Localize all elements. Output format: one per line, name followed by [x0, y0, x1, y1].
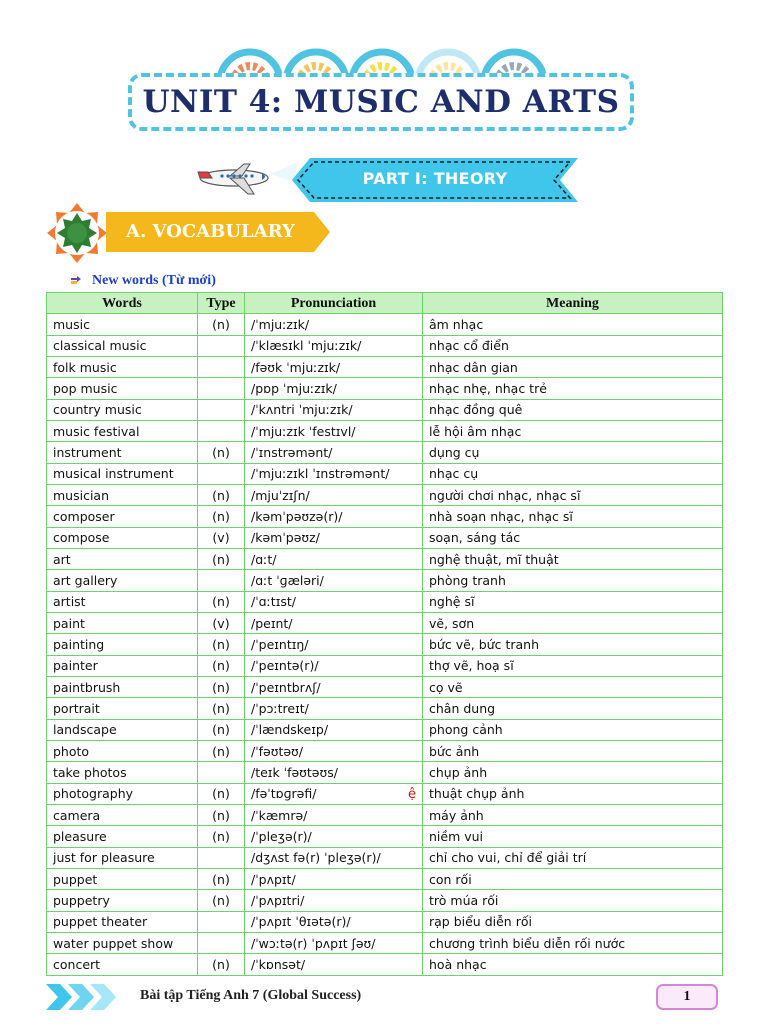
pronunciation-cell: /pɒp ˈmjuːzɪk/ — [245, 378, 423, 399]
word-cell: musical instrument — [47, 463, 198, 484]
meaning-cell: soạn, sáng tác — [423, 527, 723, 548]
word-cell: puppetry — [47, 890, 198, 911]
word-cell: art — [47, 548, 198, 569]
meaning-cell: máy ảnh — [423, 804, 723, 825]
table-row — [47, 932, 723, 953]
word-cell: landscape — [47, 719, 198, 740]
meaning-cell: nhạc cụ — [423, 463, 723, 484]
word-cell: folk music — [47, 356, 198, 377]
type-cell: (n) — [198, 868, 245, 889]
type-cell — [198, 762, 245, 783]
meaning-cell: con rối — [423, 868, 723, 889]
word-cell: just for pleasure — [47, 847, 198, 868]
meaning-cell: hoà nhạc — [423, 954, 723, 975]
meaning-cell: dụng cụ — [423, 442, 723, 463]
type-cell — [198, 378, 245, 399]
meaning-cell: nhạc nhẹ, nhạc trẻ — [423, 378, 723, 399]
type-cell — [198, 420, 245, 441]
pronunciation-cell: /ˈpʌpɪtri/ — [245, 890, 423, 911]
word-cell: compose — [47, 527, 198, 548]
table-row — [47, 484, 723, 505]
meaning-cell: chụp ảnh — [423, 762, 723, 783]
table-row — [47, 655, 723, 676]
table-row — [47, 548, 723, 569]
type-cell: (n) — [198, 676, 245, 697]
table-row — [47, 314, 723, 335]
meaning-cell: âm nhạc — [423, 314, 723, 335]
word-cell: art gallery — [47, 570, 198, 591]
pronunciation-cell: /ˈpɔːtreɪt/ — [245, 698, 423, 719]
type-cell — [198, 335, 245, 356]
column-header: Meaning — [423, 293, 723, 314]
type-cell — [198, 570, 245, 591]
page-title: UNIT 4: MUSIC AND ARTS — [142, 84, 620, 120]
word-cell: photo — [47, 740, 198, 761]
table-row — [47, 442, 723, 463]
meaning-cell: phòng tranh — [423, 570, 723, 591]
table-row — [47, 378, 723, 399]
table-row — [47, 698, 723, 719]
table-header-row — [47, 293, 723, 314]
table-row — [47, 719, 723, 740]
type-cell — [198, 399, 245, 420]
table-row — [47, 783, 723, 804]
new-words-label: New words (Từ mới) — [92, 273, 216, 288]
pronunciation-cell: /ˈmjuːzɪk ˈfestɪvl/ — [245, 420, 423, 441]
type-cell — [198, 463, 245, 484]
meaning-cell: trò múa rối — [423, 890, 723, 911]
type-cell: (n) — [198, 634, 245, 655]
meaning-cell: rạp biểu diễn rối — [423, 911, 723, 932]
type-cell: (n) — [198, 314, 245, 335]
type-cell: (n) — [198, 783, 245, 804]
table-row — [47, 890, 723, 911]
word-cell: concert — [47, 954, 198, 975]
type-cell: (n) — [198, 740, 245, 761]
page-number: 1 — [656, 984, 718, 1010]
pronunciation-cell: /ˈfəʊtəʊ/ — [245, 740, 423, 761]
new-words-heading — [70, 272, 216, 290]
type-cell: (v) — [198, 527, 245, 548]
word-cell: take photos — [47, 762, 198, 783]
pronunciation-cell: /ˈpeɪntbrʌʃ/ — [245, 676, 423, 697]
word-cell: pop music — [47, 378, 198, 399]
pronunciation-cell: /mjuˈzɪʃn/ — [245, 484, 423, 505]
meaning-cell: nhạc đồng quê — [423, 399, 723, 420]
pronunciation-cell: /kəmˈpəʊzə(r)/ — [245, 506, 423, 527]
chevron-arrows-icon — [46, 982, 126, 1012]
stray-mark: ệ — [408, 787, 416, 802]
meaning-cell: niềm vui — [423, 826, 723, 847]
word-cell: puppet — [47, 868, 198, 889]
type-cell: (n) — [198, 826, 245, 847]
type-cell: (v) — [198, 612, 245, 633]
word-cell: music — [47, 314, 198, 335]
type-cell: (n) — [198, 548, 245, 569]
pronunciation-cell: /ˈɪnstrəmənt/ — [245, 442, 423, 463]
word-cell: instrument — [47, 442, 198, 463]
pronunciation-cell: /peɪnt/ — [245, 612, 423, 633]
type-cell: (n) — [198, 698, 245, 719]
word-cell: camera — [47, 804, 198, 825]
pronunciation-cell: /ɑːt ˈɡæləri/ — [245, 570, 423, 591]
table-row — [47, 847, 723, 868]
type-cell: (n) — [198, 954, 245, 975]
meaning-cell: nghệ thuật, mĩ thuật — [423, 548, 723, 569]
pronunciation-cell: /ˈpleʒə(r)/ — [245, 826, 423, 847]
table-row — [47, 954, 723, 975]
pronunciation-cell: /teɪk ˈfəʊtəʊs/ — [245, 762, 423, 783]
table-row — [47, 591, 723, 612]
pronunciation-cell: /ˈkɒnsət/ — [245, 954, 423, 975]
meaning-cell: phong cảnh — [423, 719, 723, 740]
pointer-hand-icon — [70, 273, 82, 285]
table-row — [47, 804, 723, 825]
table-row — [47, 676, 723, 697]
word-cell: music festival — [47, 420, 198, 441]
word-cell: composer — [47, 506, 198, 527]
table-row — [47, 868, 723, 889]
word-cell: painting — [47, 634, 198, 655]
word-cell: paint — [47, 612, 198, 633]
type-cell: (n) — [198, 890, 245, 911]
word-cell: classical music — [47, 335, 198, 356]
table-body — [47, 314, 723, 975]
table-row — [47, 570, 723, 591]
type-cell: (n) — [198, 442, 245, 463]
meaning-cell: chỉ cho vui, chỉ để giải trí — [423, 847, 723, 868]
column-header: Words — [47, 293, 198, 314]
meaning-cell: người chơi nhạc, nhạc sĩ — [423, 484, 723, 505]
type-cell — [198, 847, 245, 868]
table-row — [47, 911, 723, 932]
word-cell: paintbrush — [47, 676, 198, 697]
pronunciation-cell: /ˈpeɪntə(r)/ — [245, 655, 423, 676]
table-row — [47, 335, 723, 356]
type-cell: (n) — [198, 719, 245, 740]
pronunciation-cell: /ˈkʌntri ˈmjuːzɪk/ — [245, 399, 423, 420]
meaning-cell: nghệ sĩ — [423, 591, 723, 612]
word-cell: puppet theater — [47, 911, 198, 932]
meaning-cell: nhạc dân gian — [423, 356, 723, 377]
star-emblem-icon — [46, 202, 108, 264]
meaning-cell: lễ hội âm nhạc — [423, 420, 723, 441]
meaning-cell: cọ vẽ — [423, 676, 723, 697]
type-cell: (n) — [198, 506, 245, 527]
pronunciation-cell: /ˈlændskeɪp/ — [245, 719, 423, 740]
table-row — [47, 506, 723, 527]
table-row — [47, 527, 723, 548]
column-header: Type — [198, 293, 245, 314]
word-cell: country music — [47, 399, 198, 420]
section-heading: A. VOCABULARY — [126, 221, 295, 242]
meaning-cell: vẽ, sơn — [423, 612, 723, 633]
type-cell — [198, 356, 245, 377]
table-row — [47, 826, 723, 847]
word-cell: musician — [47, 484, 198, 505]
table-row — [47, 463, 723, 484]
type-cell — [198, 932, 245, 953]
meaning-cell: thợ vẽ, hoạ sĩ — [423, 655, 723, 676]
pronunciation-cell: /ˈmjuːzɪkl ˈɪnstrəmənt/ — [245, 463, 423, 484]
pronunciation-cell: /ˈɑːtɪst/ — [245, 591, 423, 612]
meaning-cell: thuật chụp ảnh — [423, 783, 723, 804]
table-row — [47, 420, 723, 441]
type-cell: (n) — [198, 804, 245, 825]
pronunciation-cell: /ˈpʌpɪt ˈθɪətə(r)/ — [245, 911, 423, 932]
table-row — [47, 399, 723, 420]
pronunciation-cell: /ˈpeɪntɪŋ/ — [245, 634, 423, 655]
pronunciation-cell: /kəmˈpəʊz/ — [245, 527, 423, 548]
word-cell: painter — [47, 655, 198, 676]
word-cell: portrait — [47, 698, 198, 719]
table-row — [47, 634, 723, 655]
pronunciation-cell: /ˈwɔːtə(r) ˈpʌpɪt ʃəʊ/ — [245, 932, 423, 953]
pronunciation-cell: /ˈmjuːzɪk/ — [245, 314, 423, 335]
part-label: PART I: THEORY — [362, 169, 508, 188]
word-cell: pleasure — [47, 826, 198, 847]
pronunciation-cell: /ˈpʌpɪt/ — [245, 868, 423, 889]
table-row — [47, 612, 723, 633]
meaning-cell: bức vẽ, bức tranh — [423, 634, 723, 655]
pronunciation-cell: /ˈkæmrə/ — [245, 804, 423, 825]
pronunciation-cell: /dʒʌst fə(r) ˈpleʒə(r)/ — [245, 847, 423, 868]
table-row — [47, 356, 723, 377]
table-row — [47, 762, 723, 783]
meaning-cell: chân dung — [423, 698, 723, 719]
pronunciation-cell: /fəʊk ˈmjuːzɪk/ — [245, 356, 423, 377]
word-cell: artist — [47, 591, 198, 612]
vocabulary-table — [46, 292, 723, 976]
type-cell: (n) — [198, 591, 245, 612]
type-cell: (n) — [198, 484, 245, 505]
book-title: Bài tập Tiếng Anh 7 (Global Success) — [140, 988, 362, 1003]
meaning-cell: nhạc cổ điển — [423, 335, 723, 356]
pronunciation-cell: /fəˈtɒɡrəfi/ — [245, 783, 423, 804]
column-header: Pronunciation — [245, 293, 423, 314]
table-row — [47, 740, 723, 761]
pronunciation-cell: /ɑːt/ — [245, 548, 423, 569]
word-cell: water puppet show — [47, 932, 198, 953]
type-cell: (n) — [198, 655, 245, 676]
meaning-cell: nhà soạn nhạc, nhạc sĩ — [423, 506, 723, 527]
meaning-cell: bức ảnh — [423, 740, 723, 761]
word-cell: photography — [47, 783, 198, 804]
pronunciation-cell: /ˈklæsɪkl ˈmjuːzɪk/ — [245, 335, 423, 356]
airplane-icon — [190, 156, 300, 198]
type-cell — [198, 911, 245, 932]
meaning-cell: chương trình biểu diễn rối nước — [423, 932, 723, 953]
